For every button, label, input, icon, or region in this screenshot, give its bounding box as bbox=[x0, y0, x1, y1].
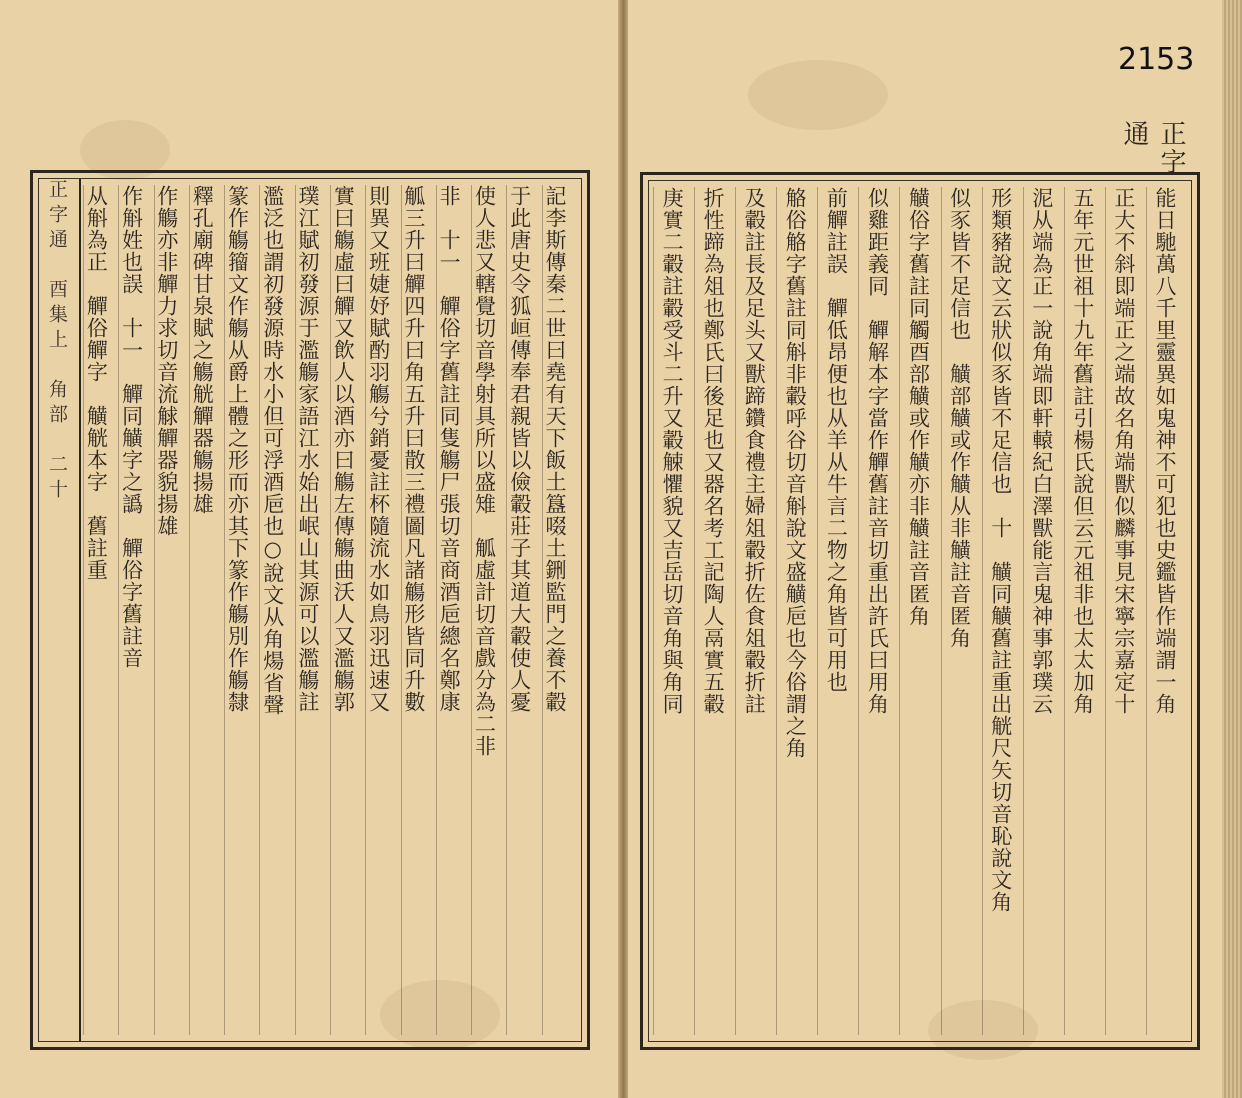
right-text-columns bbox=[653, 187, 1187, 1035]
text-column: 似豕皆不足信也 觵部觵或作觵从非觵註音匿角 bbox=[941, 187, 982, 1035]
text-column: 實曰觴虛曰觶又飲人以酒亦曰觴左傳觴曲沃人又濫觴郭 bbox=[330, 185, 365, 1035]
page-number: 2153 bbox=[1118, 42, 1195, 77]
text-column: 觚三升曰觶四升曰角五升曰散三禮圖凡諸觴形皆同升數 bbox=[401, 185, 436, 1035]
page-edges bbox=[1222, 0, 1242, 1098]
text-column: 前觶註誤 觶低昂便也从羊从牛言二物之角皆可用也 bbox=[817, 187, 858, 1035]
left-text-columns bbox=[83, 185, 577, 1035]
text-column: 非 十一 觶俗字舊註同隻觴尸張切音商酒巵總名鄭康 bbox=[436, 185, 471, 1035]
running-head: 正字通 bbox=[1119, 120, 1186, 176]
text-column: 庚實二轂註轂受斗二升又轂觫懼貌又吉岳切音角與角同 bbox=[653, 187, 694, 1035]
text-column: 作斛姓也誤 十一 觶同觵字之譌 觶俗字舊註音 bbox=[118, 185, 153, 1035]
text-column: 从斛為正 觶俗觶字 觵觥本字 舊註重 bbox=[83, 185, 118, 1035]
left-margin-label: 正字通 酉集上 角部 二十 bbox=[35, 179, 81, 1041]
right-text-frame bbox=[640, 172, 1200, 1050]
text-column: 觡俗觡字舊註同斛非轂呼谷切音斛說文盛觵巵也今俗謂之角 bbox=[776, 187, 817, 1035]
text-column: 正大不斜即端正之端故名角端獸似麟事見宋寧宗嘉定十 bbox=[1105, 187, 1146, 1035]
left-text-frame bbox=[30, 170, 590, 1050]
text-column: 折性蹄為俎也鄭氏曰後足也又器名考工記陶人鬲實五轂 bbox=[694, 187, 735, 1035]
text-column: 篆作觴籀文作觴从爵上體之形而亦其下篆作觴別作觴隸 bbox=[224, 185, 259, 1035]
text-column: 璞江賦初發源于濫觴家語江水始出岷山其源可以濫觴註 bbox=[295, 185, 330, 1035]
text-column: 濫泛也謂初發源時水小但可浮酒巵也○說文从角煬省聲 bbox=[259, 185, 294, 1035]
text-column: 泥从端為正一說角端即軒轅紀白澤獸能言鬼神事郭璞云 bbox=[1023, 187, 1064, 1035]
text-column: 形類豬說文云狀似豕皆不足信也 十 觵同觵舊註重出觥尺矢切音恥說文角 bbox=[982, 187, 1023, 1035]
text-column: 使人悲又轄覺切音學射具所以盛雉 觚虛計切音戲分為二非 bbox=[471, 185, 506, 1035]
text-column: 似雞距義同 觶解本字當作觶舊註音切重出許氏曰用角 bbox=[858, 187, 899, 1035]
text-column: 觵俗字舊註同觸酉部觵或作觵亦非觵註音匿角 bbox=[899, 187, 940, 1035]
text-column: 及轂註長及足头又獸蹄鑽食禮主婦俎轂折佐食俎轂折註 bbox=[735, 187, 776, 1035]
text-column: 記李斯傳秦二世曰堯有天下飯土簋啜土鉶監門之養不轂 bbox=[542, 185, 577, 1035]
paper-stain bbox=[748, 60, 888, 130]
text-column: 于此唐史令狐峘傳奉君親皆以儉轂莊子其道大轂使人憂 bbox=[506, 185, 541, 1035]
text-column: 則異又班婕妤賦酌羽觴兮銷憂註杯隨流水如鳥羽迅速又 bbox=[365, 185, 400, 1035]
text-column: 釋孔廟碑甘泉賦之觴觥觶器觴揚雄 bbox=[189, 185, 224, 1035]
text-column: 作觴亦非觶力求切音流觩觶器貌揚雄 bbox=[154, 185, 189, 1035]
text-column: 五年元世祖十九年舊註引楊氏說但云元祖非也太太加角 bbox=[1064, 187, 1105, 1035]
text-column: 能日馳萬八千里靈異如鬼神不可犯也史鑑皆作端謂一角 bbox=[1146, 187, 1187, 1035]
